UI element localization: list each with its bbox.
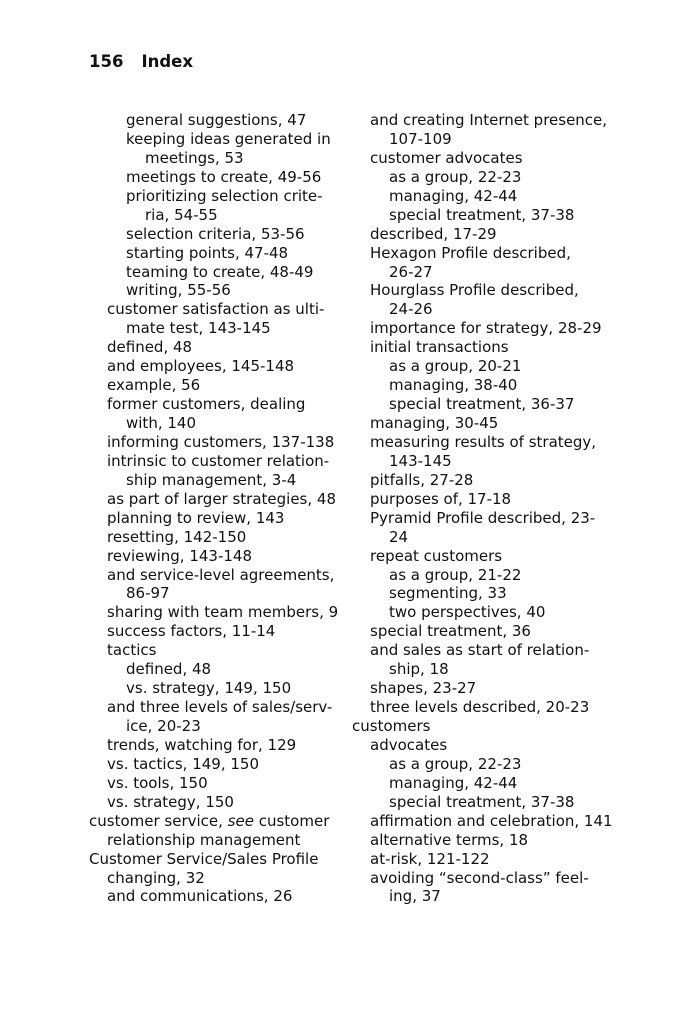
index-entry: managing, 42-44 [389,773,518,792]
index-entry: special treatment, 36 [370,622,531,641]
index-entry: as part of larger strategies, 48 [107,489,336,508]
index-entry: Hexagon Profile described, [370,243,571,262]
index-entry: vs. strategy, 150 [107,792,234,811]
index-entry: initial transactions [370,338,509,357]
index-entry: pitfalls, 27-28 [370,470,474,489]
index-entry: meetings to create, 49-56 [126,167,322,186]
index-entry: shapes, 23-27 [370,679,477,698]
index-entry: starting points, 47-48 [126,243,289,262]
index-entry: and three levels of sales/serv- [107,698,333,717]
index-entry: general suggestions, 47 [126,111,307,129]
index-entry: ice, 20-23 [126,717,201,735]
index-entry: as a group, 22-23 [389,754,522,773]
index-entry: 86-97 [126,584,170,603]
index-entry: meetings, 53 [145,148,244,167]
see-reference: see [227,811,254,830]
index-entry: relationship management [107,830,301,849]
index-entry: Hourglass Profile described, [370,281,579,300]
index-entry: writing, 55-56 [126,281,231,300]
index-entry: as a group, 22-23 [389,167,522,186]
index-entry: Customer Service/Sales Profile [89,849,319,868]
index-entry: selection criteria, 53-56 [126,224,305,243]
index-entry: special treatment, 37-38 [389,792,575,811]
index-entry: trends, watching for, 129 [107,735,297,754]
index-entry: and sales as start of relation- [370,641,590,660]
index-entry: three levels described, 20-23 [370,698,590,717]
index-entry: planning to review, 143 [107,508,285,527]
index-entry: avoiding “second-class” feel- [370,868,589,887]
index-entry: as a group, 21-22 [389,565,522,584]
index-entry: tactics [107,641,157,660]
index-entry: Pyramid Profile described, 23- [370,508,596,527]
index-column-right [352,111,622,906]
index-entry: and creating Internet presence, [370,111,608,129]
index-entry: intrinsic to customer relation- [107,451,330,470]
index-entry: vs. strategy, 149, 150 [126,679,292,698]
index-column-left [89,111,351,906]
index-entry: and service-level agreements, [107,565,335,584]
index-entry: changing, 32 [107,868,205,887]
index-entry: ria, 54-55 [145,205,218,224]
index-entry: and employees, 145-148 [107,357,295,376]
index-entry: ship, 18 [389,660,449,679]
index-entry: managing, 38-40 [389,376,518,395]
index-entry: teaming to create, 48-49 [126,262,314,281]
index-entry: customer advocates [370,148,523,167]
index-entry: former customers, dealing [107,395,306,414]
index-entry: advocates [370,735,448,754]
index-entry: resetting, 142-150 [107,527,247,546]
index-entry: informing customers, 137-138 [107,432,335,451]
index-entry: defined, 48 [107,338,193,357]
index-entry: sharing with team members, 9 [107,603,339,622]
index-entry: customers [352,717,431,735]
running-header [89,52,193,71]
index-entry: segmenting, 33 [389,584,507,603]
index-entry: importance for strategy, 28-29 [370,319,602,338]
index-entry: special treatment, 37-38 [389,205,575,224]
index-entry: example, 56 [107,376,201,395]
index-entry: alternative terms, 18 [370,830,529,849]
index-entry: 24 [389,527,409,546]
index-entry: at-risk, 121-122 [370,849,490,868]
index-entry: vs. tactics, 149, 150 [107,754,259,773]
index-entry: mate test, 143-145 [126,319,271,338]
index-entry: and communications, 26 [107,887,293,906]
index-entry: two perspectives, 40 [389,603,546,622]
page-number: 156 [89,52,124,71]
index-entry: ing, 37 [389,887,441,906]
index-entry: prioritizing selection crite- [126,186,323,205]
index-entry: customer satisfaction as ulti- [107,300,325,319]
index-entry: purposes of, 17-18 [370,489,512,508]
index-entry: special treatment, 36-37 [389,395,575,414]
index-entry: reviewing, 143-148 [107,546,253,565]
index-entry: as a group, 20-21 [389,357,522,376]
index-entry: measuring results of strategy, [370,432,597,451]
index-entry: vs. tools, 150 [107,773,208,792]
index-entry: customer service, see customer [89,811,330,830]
index-entry: described, 17-29 [370,224,497,243]
index-entry: repeat customers [370,546,503,565]
index-entry: keeping ideas generated in [126,129,331,148]
index-entry: managing, 42-44 [389,186,518,205]
section-title: Index [141,52,193,71]
index-entry: with, 140 [126,414,196,432]
index-entry: success factors, 11-14 [107,622,276,641]
index-entry: 24-26 [389,300,433,319]
index-entry: ship management, 3-4 [126,470,297,489]
index-entry: 26-27 [389,262,433,281]
index-entry: 143-145 [389,451,452,470]
index-entry: affirmation and celebration, 141 [370,811,613,830]
index-entry: 107-109 [389,129,452,148]
index-entry: managing, 30-45 [370,414,499,432]
index-entry: defined, 48 [126,660,212,679]
